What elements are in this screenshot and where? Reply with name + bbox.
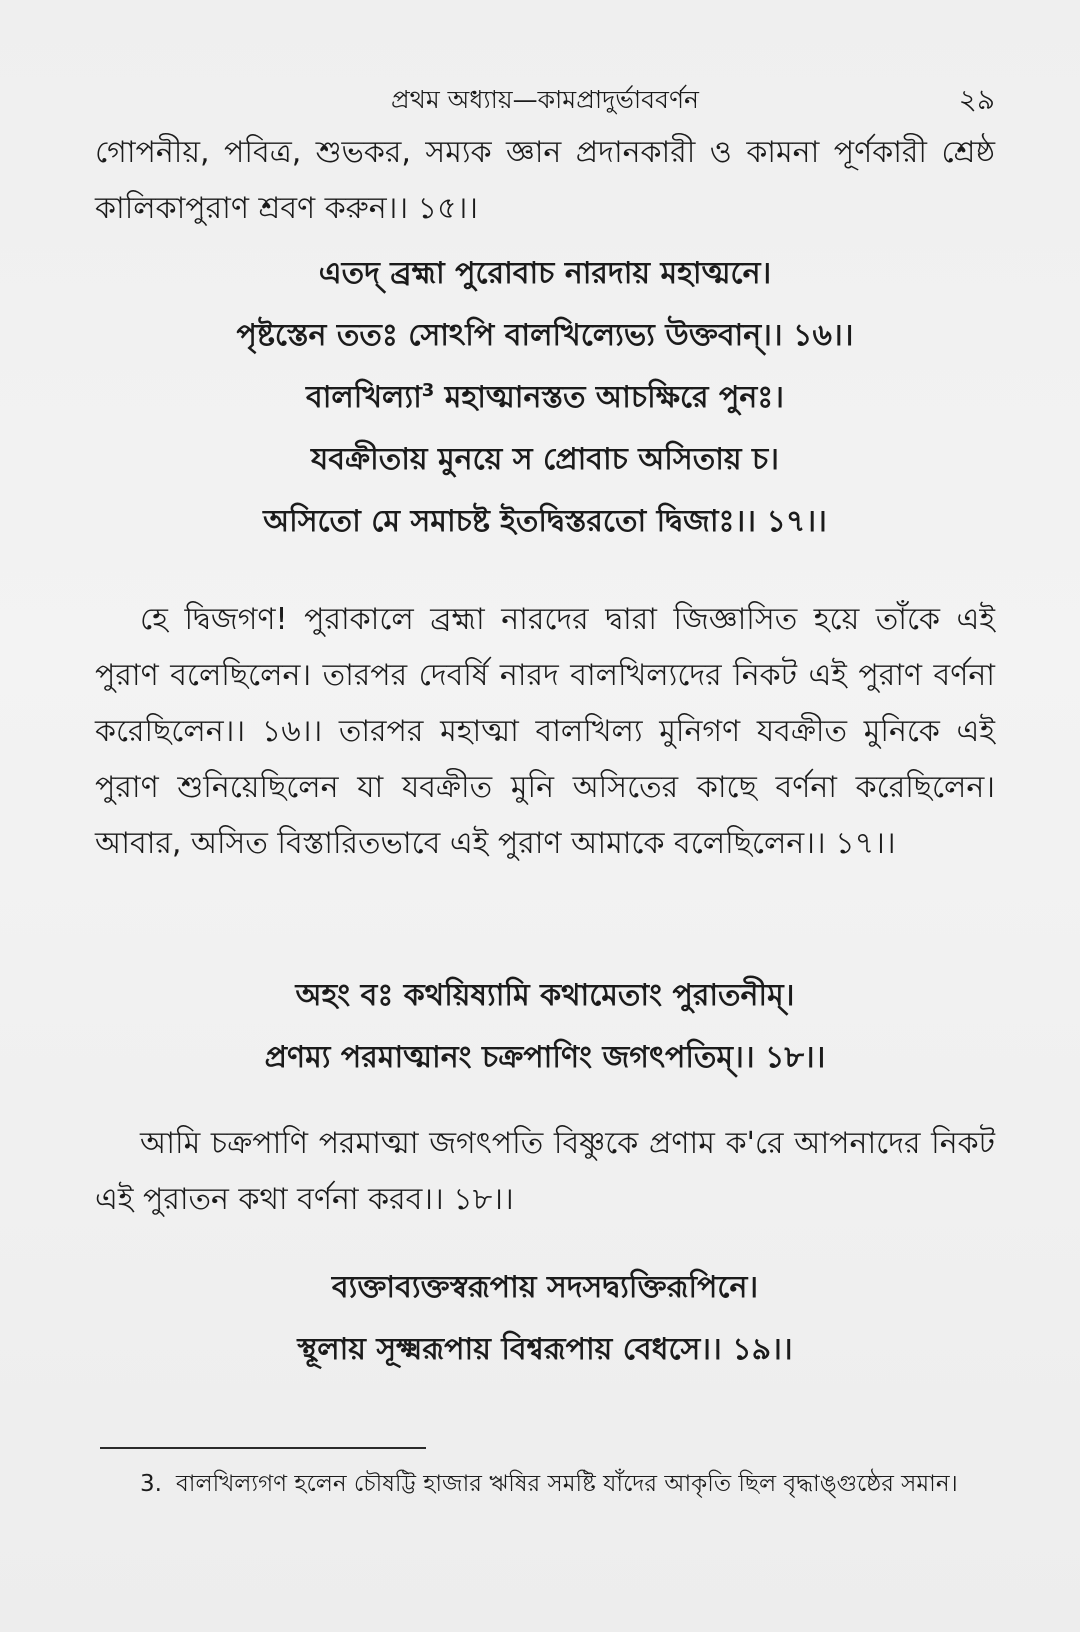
verse-block-18 [95, 965, 995, 1089]
verse-line-text: মহাত্মানস্তত আচক্ষিরে পুনঃ। [434, 380, 784, 415]
verse-block-19 [95, 1257, 995, 1381]
verse-line-text: বালখিল্যা [306, 380, 422, 415]
verse-line: এতদ্ ব্রহ্মা পুরোবাচ নারদায় মহাত্মনে। [318, 256, 772, 291]
verse-line: প্রণম্য পরমাত্মানং চক্রপাণিং জগৎপতিম্।। ১৮।। [264, 1040, 826, 1075]
running-title: প্রথম অধ্যায়—কামপ্রাদুর্ভাববর্ণন [391, 85, 699, 114]
verse-block-16-17 [95, 243, 995, 553]
paragraph-translation-18 [95, 1116, 995, 1228]
verse-line: ব্যক্তাব্যক্তস্বরূপায় সদসদ্ব্যক্তিরূপিনে। [331, 1270, 759, 1305]
paragraph-text: আমি চক্রপাণি পরমাত্মা জগৎপতি বিষ্ণুকে প্রণাম ক'রে আপনাদের নিকট এই পুরাতন কথা বর্ণনা করব।। ১৮।। [95, 1126, 995, 1217]
verse-line: স্থূলায় সূক্ষ্মরূপায় বিশ্বরূপায় বেধসে।। ১৯।। [297, 1332, 793, 1367]
footnote-text: বালখিল্যগণ হলেন চৌষট্টি হাজার ঋষির সমষ্টি যাঁদের আকৃতি ছিল বৃদ্ধাঙ্গুষ্ঠের সমান। [176, 1471, 958, 1497]
verse-line: যবক্রীতায় মুনয়ে স প্রোবাচ অসিতায় চ। [311, 442, 779, 477]
footnote-number: 3. [140, 1471, 162, 1497]
page-number: ২৯ [958, 83, 995, 116]
paragraph-translation-16-17 [95, 592, 995, 872]
paragraph-text: হে দ্বিজগণ! পুরাকালে ব্রহ্মা নারদের দ্বারা জিজ্ঞাসিত হয়ে তাঁকে এই পুরাণ বলেছিলেন। তারপর দেবর্ষি নারদ বালখিল্যদের নিকট এই পুরাণ বর্ণনা করেছিলেন।। ১৬।। তারপর মহাত্মা বালখিল্য মুনিগণ যবক্রীত মুনিকে এই পুরাণ শুনিয়েছিলেন যা যবক্রীত মুনি অসিতের কাছে বর্ণনা করেছিলেন। আবার, অসিত বিস্তারিতভাবে এই পুরাণ আমাকে বলেছিলেন।। ১৭।। [95, 602, 995, 861]
page-header [95, 78, 995, 118]
footnote [140, 1462, 1000, 1506]
paragraph-translation-15 [95, 125, 995, 237]
paragraph-text: গোপনীয়, পবিত্র, শুভকর, সম্যক জ্ঞান প্রদানকারী ও কামনা পূর্ণকারী শ্রেষ্ঠ কালিকাপুরাণ শ্রবণ করুন।। ১৫।। [95, 135, 995, 226]
verse-line: পৃষ্টস্তেন ততঃ সোঽপি বালখিল্যেভ্য উক্তবান্।। ১৬।। [236, 318, 854, 353]
verse-line: অহং বঃ কথয়িষ্যামি কথামেতাং পুরাতনীম্। [295, 978, 795, 1013]
footnote-reference[interactable]: 3 [421, 380, 435, 401]
verse-line: অসিতো মে সমাচষ্ট ইতদ্বিস্তরতো দ্বিজাঃ।। ১৭।। [263, 504, 827, 539]
footnote-divider [100, 1447, 426, 1449]
verse-line-with-footnote-ref [95, 367, 995, 429]
